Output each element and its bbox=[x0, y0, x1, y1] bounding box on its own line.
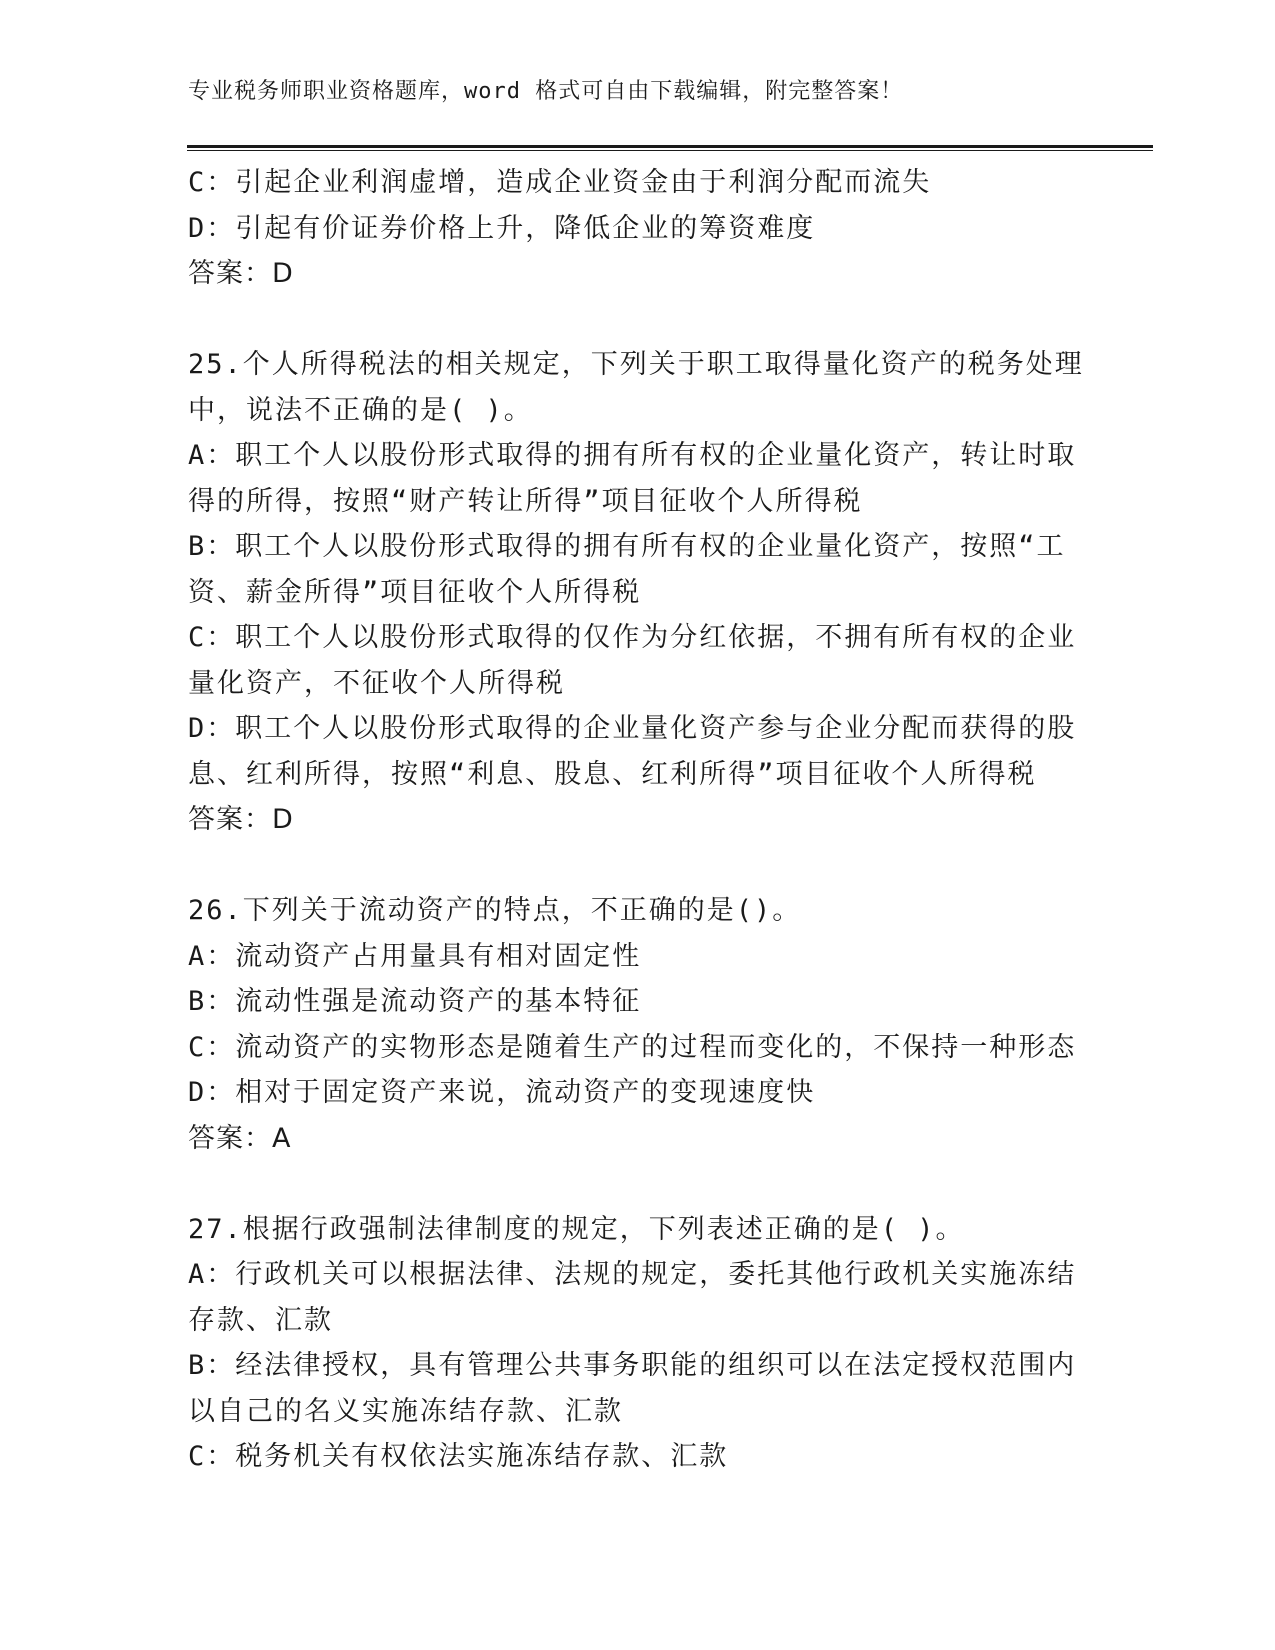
page-header: 专业税务师职业资格题库，word 格式可自由下载编辑，附完整答案！ bbox=[188, 79, 904, 104]
option-d: D：引起有价证券价格上升，降低企业的筹资难度 bbox=[188, 212, 816, 244]
header-rule-thin bbox=[187, 150, 1153, 151]
answer: 答案：D bbox=[188, 258, 294, 289]
question-stem: 27.根据行政强制法律制度的规定，下列表述正确的是( )。 bbox=[188, 1213, 965, 1245]
prev-question bbox=[188, 160, 1078, 297]
option-d: 息、红利所得，按照“利息、股息、红利所得”项目征收个人所得税 bbox=[188, 758, 1037, 790]
option-c: C：引起企业利润虚增，造成企业资金由于利润分配而流失 bbox=[188, 167, 932, 198]
option-a: A：流动资产占用量具有相对固定性 bbox=[188, 940, 642, 972]
question-26 bbox=[188, 888, 1078, 1161]
option-d: D：职工个人以股份形式取得的企业量化资产参与企业分配而获得的股 bbox=[188, 713, 1077, 744]
question-stem: 26.下列关于流动资产的特点，不正确的是()。 bbox=[188, 895, 802, 926]
spacer bbox=[188, 297, 1078, 343]
option-a: 存款、汇款 bbox=[188, 1304, 333, 1336]
question-stem: 25.个人所得税法的相关规定，下列关于职工取得量化资产的税务处理 bbox=[188, 349, 1084, 380]
option-b: 以自己的名义实施冻结存款、汇款 bbox=[188, 1395, 623, 1427]
option-c: 量化资产，不征收个人所得税 bbox=[188, 667, 565, 699]
option-b: 资、薪金所得”项目征收个人所得税 bbox=[188, 576, 642, 608]
option-a: A：职工个人以股份形式取得的拥有所有权的企业量化资产，转让时取 bbox=[188, 440, 1077, 471]
option-c: C：职工个人以股份形式取得的仅作为分红依据，不拥有所有权的企业 bbox=[188, 622, 1077, 653]
question-25 bbox=[188, 342, 1084, 843]
spacer bbox=[188, 1161, 1078, 1207]
option-a: 得的所得，按照“财产转让所得”项目征收个人所得税 bbox=[188, 485, 863, 517]
answer: 答案：A bbox=[188, 1122, 292, 1154]
question-content bbox=[188, 160, 1084, 1480]
option-b: B：经法律授权，具有管理公共事务职能的组织可以在法定授权范围内 bbox=[188, 1350, 1077, 1381]
option-a: A：行政机关可以根据法律、法规的规定，委托其他行政机关实施冻结 bbox=[188, 1259, 1077, 1290]
option-d: D：相对于固定资产来说，流动资产的变现速度快 bbox=[188, 1077, 816, 1108]
option-b: B：流动性强是流动资产的基本特征 bbox=[188, 986, 642, 1017]
answer: 答案：D bbox=[188, 804, 294, 835]
header-rule-thick bbox=[187, 145, 1153, 148]
option-c: C：税务机关有权依法实施冻结存款、汇款 bbox=[188, 1441, 729, 1472]
question-stem: 中，说法不正确的是( )。 bbox=[188, 394, 533, 426]
option-c: C：流动资产的实物形态是随着生产的过程而变化的，不保持一种形态 bbox=[188, 1031, 1077, 1063]
option-b: B：职工个人以股份形式取得的拥有所有权的企业量化资产，按照“工 bbox=[188, 531, 1066, 562]
spacer bbox=[188, 843, 1078, 889]
question-27 bbox=[188, 1207, 1078, 1480]
